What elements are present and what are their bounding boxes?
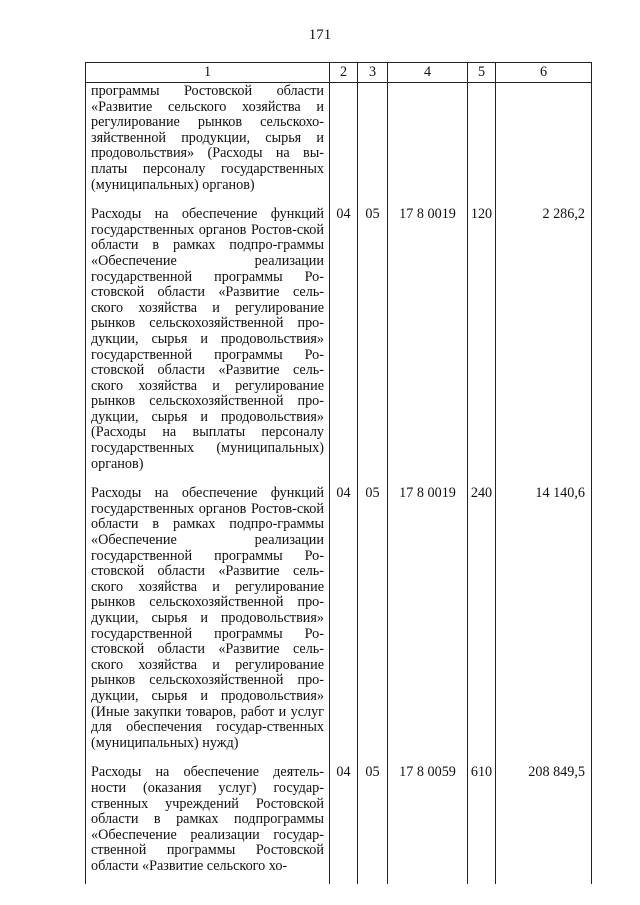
table-row xyxy=(86,481,592,760)
target-article-code: 17 8 0019 xyxy=(388,481,468,760)
page-number: 171 xyxy=(308,27,332,43)
row-description: Расходы на обеспечение функций государственных органов Ростов-ской области в рамках подпро-граммы «Обеспечение реализации государственной программы Ро-стовской области «Развитие сель-ского хозяйства и регулирование рынков сельскохозяйственной про-дукции, сырья и продовольствия» государственной программы Ро-стовской области «Развитие сель-ского хозяйства и регулирование рынков сельскохозяйственной про-дукции, сырья и продовольствия» (Иные закупки товаров, работ и услуг для обеспечения государ-ственных (муниципальных) нужд) xyxy=(86,481,330,760)
target-article-code: 17 8 0059 xyxy=(388,760,468,883)
amount: 208 849,5 xyxy=(496,760,592,883)
column-header: 4 xyxy=(388,63,468,83)
section-code xyxy=(330,83,358,203)
amount xyxy=(496,83,592,203)
row-description: программы Ростовской области «Развитие сельского хозяйства и регулирование рынков сельскохо-зяйственной продукции, сырья и продовольствия» (Расходы на вы-платы персоналу государственных (муниципальных) органов) xyxy=(86,83,330,203)
target-article-code xyxy=(388,83,468,203)
expense-type-code: 610 xyxy=(468,760,496,883)
section-code: 04 xyxy=(330,202,358,481)
table-row xyxy=(86,760,592,883)
row-description: Расходы на обеспечение функций государственных органов Ростов-ской области в рамках подпро-граммы «Обеспечение реализации государственной программы Ро-стовской области «Развитие сель-ского хозяйства и регулирование рынков сельскохозяйственной про-дукции, сырья и продовольствия» государственной программы Ро-стовской области «Развитие сель-ского хозяйства и регулирование рынков сельскохозяйственной про-дукции, сырья и продовольствия» (Расходы на выплаты персоналу государственных (муниципальных) органов) xyxy=(86,202,330,481)
budget-table xyxy=(85,62,592,884)
column-header: 5 xyxy=(468,63,496,83)
amount: 2 286,2 xyxy=(496,202,592,481)
row-description: Расходы на обеспечение деятель-ности (оказания услуг) государ-ственных учреждений Ростовской области в рамках подпрограммы «Обеспечение реализации государ-ственной программы Ростовской области «Развитие сельского хо- xyxy=(86,760,330,883)
subsection-code: 05 xyxy=(358,202,388,481)
subsection-code: 05 xyxy=(358,481,388,760)
amount: 14 140,6 xyxy=(496,481,592,760)
section-code: 04 xyxy=(330,481,358,760)
column-header: 6 xyxy=(496,63,592,83)
expense-type-code: 120 xyxy=(468,202,496,481)
column-header: 2 xyxy=(330,63,358,83)
section-code: 04 xyxy=(330,760,358,883)
subsection-code xyxy=(358,83,388,203)
expense-type-code xyxy=(468,83,496,203)
subsection-code: 05 xyxy=(358,760,388,883)
table-header-row xyxy=(86,63,592,83)
target-article-code: 17 8 0019 xyxy=(388,202,468,481)
table-row xyxy=(86,83,592,203)
table-row xyxy=(86,202,592,481)
column-header: 1 xyxy=(86,63,330,83)
expense-type-code: 240 xyxy=(468,481,496,760)
column-header: 3 xyxy=(358,63,388,83)
